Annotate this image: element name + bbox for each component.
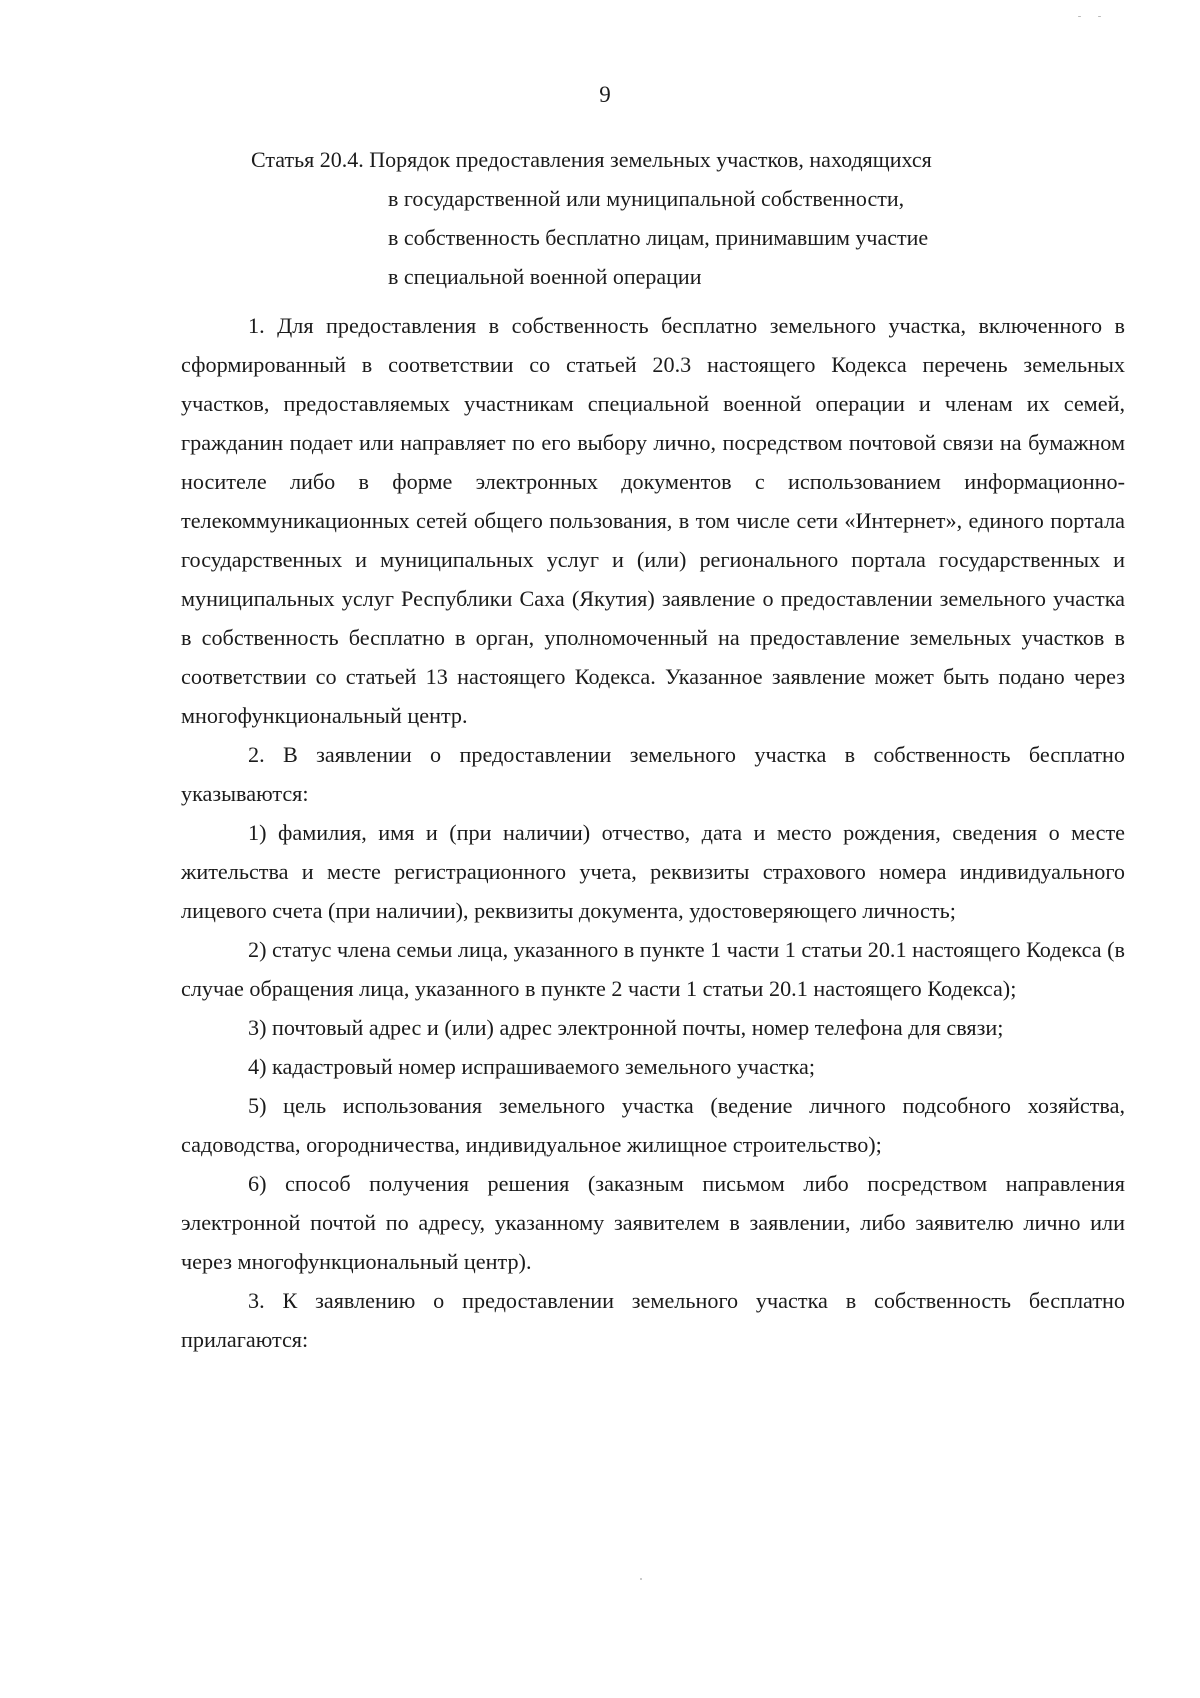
- scan-speck: [1098, 16, 1101, 17]
- paragraph-part-1: 1. Для предоставления в собственность бесплатно земельного участка, включенного в сформированный в соответствии со статьей 20.3 настоящего Кодекса перечень земельных участков, предоставляемых участникам специальной военной операции и членам их семей, гражданин подает или направляет по его выбору лично, посредством почтовой связи на бумажном носителе либо в форме электронных документов с использованием информационно-телекоммуникационных сетей общего пользования, в том числе сети «Интернет», единого портала государственных и муниципальных услуг и (или) регионального портала государственных и муниципальных услуг Республики Саха (Якутия) заявление о предоставлении земельного участка в собственность бесплатно в орган, уполномоченный на предоставление земельных участков в соответствии со статьей 13 настоящего Кодекса. Указанное заявление может быть подано через многофункциональный центр.: [181, 313, 1125, 728]
- page-number: 9: [599, 82, 611, 107]
- paragraph-part-3: 3. К заявлению о предоставлении земельного участка в собственность бесплатно прилагаются:: [181, 1288, 1125, 1352]
- list-item-1: 1) фамилия, имя и (при наличии) отчество, дата и место рождения, сведения о месте жительства и месте регистрационного учета, реквизиты страхового номера индивидуального лицевого счета (при наличии), реквизиты документа, удостоверяющего личность;: [181, 820, 1125, 923]
- article-body: [181, 306, 1125, 1359]
- heading-line-2: в государственной или муниципальной собственности,: [388, 186, 905, 211]
- article-title-part-1: Порядок предоставления земельных участков, находящихся: [369, 147, 932, 172]
- heading-line-4: в специальной военной операции: [388, 264, 702, 289]
- list-item-2: 2) статус члена семьи лица, указанного в пункте 1 части 1 статьи 20.1 настоящего Кодекса (в случае обращения лица, указанного в пункте 2 части 1 статьи 20.1 настоящего Кодекса);: [181, 937, 1125, 1001]
- paragraph-part-2: 2. В заявлении о предоставлении земельного участка в собственность бесплатно указываются:: [181, 742, 1125, 806]
- list-item-4: 4) кадастровый номер испрашиваемого земельного участка;: [248, 1054, 815, 1079]
- article-number: Статья 20.4.: [251, 147, 364, 172]
- list-item-6: 6) способ получения решения (заказным письмом либо посредством направления электронной почтой по адресу, указанному заявителем в заявлении, либо заявителю лично или через многофункциональный центр).: [181, 1171, 1125, 1274]
- list-item-3: 3) почтовый адрес и (или) адрес электронной почты, номер телефона для связи;: [248, 1015, 1004, 1040]
- scan-speck: [1078, 16, 1081, 17]
- scan-speck: [640, 1578, 642, 1580]
- list-item-5: 5) цель использования земельного участка (ведение личного подсобного хозяйства, садоводства, огородничества, индивидуальное жилищное строительство);: [181, 1093, 1125, 1157]
- heading-line-1: [251, 140, 1051, 179]
- article-heading: [251, 140, 1051, 296]
- heading-line-3: в собственность бесплатно лицам, принимавшим участие: [388, 225, 929, 250]
